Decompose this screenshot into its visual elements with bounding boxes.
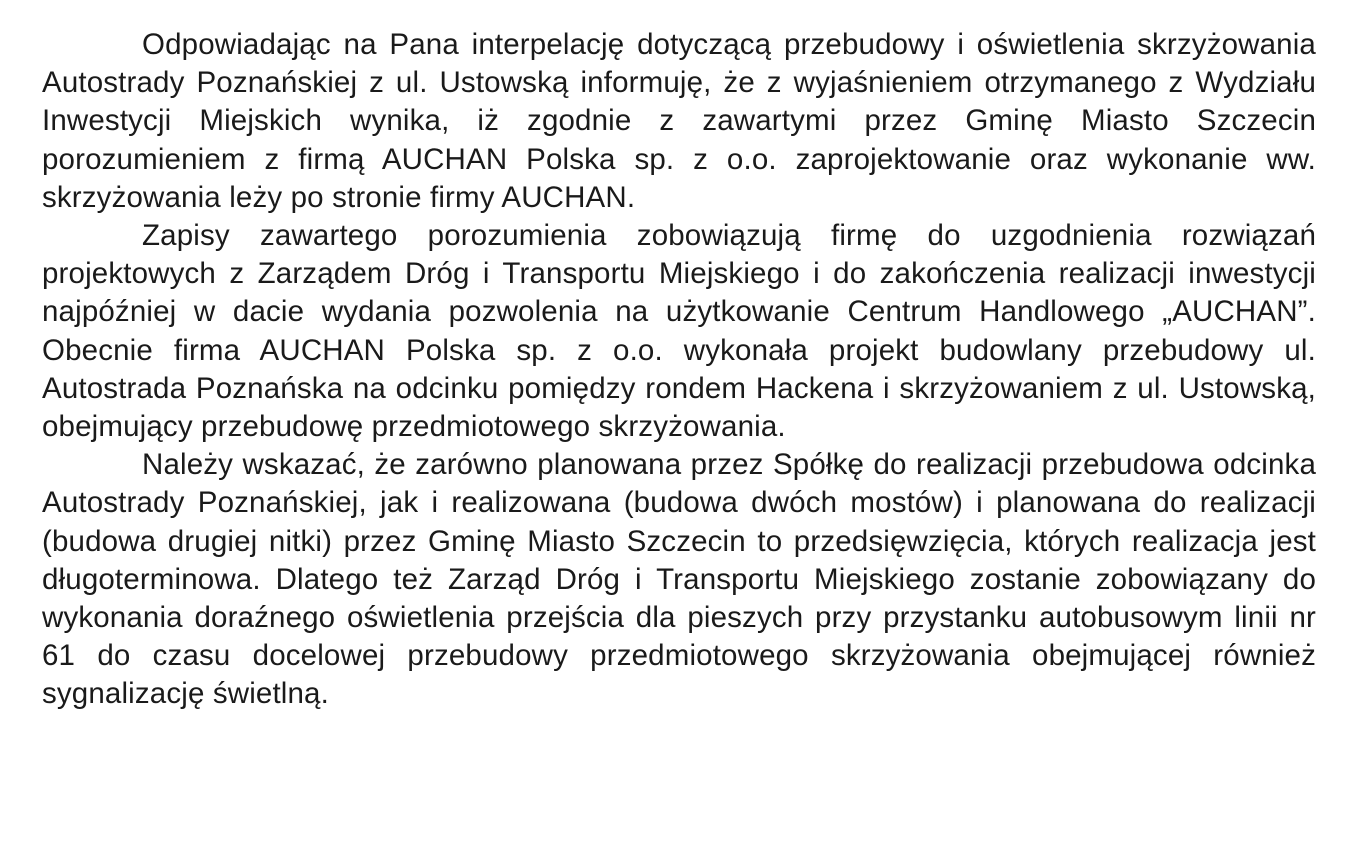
paragraph-2: Zapisy zawartego porozumienia zobowiązują firmę do uzgodnienia rozwiązań projektowych z Zarządem Dróg i Transportu Miejskiego i do zakończenia realizacji inwestycji najpóźniej w dacie wydania pozwolenia na użytkowanie Centrum Handlowego „AUCHAN”. Obecnie firma AUCHAN Polska sp. z o.o. wykonała projekt budowlany przebudowy ul. Autostrada Poznańska na odcinku pomiędzy rondem Hackena i skrzyżowaniem z ul. Ustowską, obejmujący przebudowę przedmiotowego skrzyżowania. (42, 219, 1316, 444)
paragraph-3: Należy wskazać, że zarówno planowana przez Spółkę do realizacji przebudowa odcinka Autostrady Poznańskiej, jak i realizowana (budowa dwóch mostów) i planowana do realizacji (budowa drugiej nitki) przez Gminę Miasto Szczecin to przedsięwzięcia, których realizacja jest długoterminowa. Dlatego też Zarząd Dróg i Transportu Miejskiego zostanie zobowiązany do wykonania doraźnego oświetlenia przejścia dla pieszych przy przystanku autobusowym linii nr 61 do czasu docelowej przebudowy przedmiotowego skrzyżowania obejmującej również sygnalizację świetlną. (42, 448, 1316, 711)
paragraph-1: Odpowiadając na Pana interpelację dotyczącą przebudowy i oświetlenia skrzyżowania Autostrady Poznańskiej z ul. Ustowską informuję, że z wyjaśnieniem otrzymanego z Wydziału Inwestycji Miejskich wynika, iż zgodnie z zawartymi przez Gminę Miasto Szczecin porozumieniem z firmą AUCHAN Polska sp. z o.o. zaprojektowanie oraz wykonanie ww. skrzyżowania leży po stronie firmy AUCHAN. (42, 28, 1316, 214)
scanned-letter-body (42, 26, 1316, 714)
